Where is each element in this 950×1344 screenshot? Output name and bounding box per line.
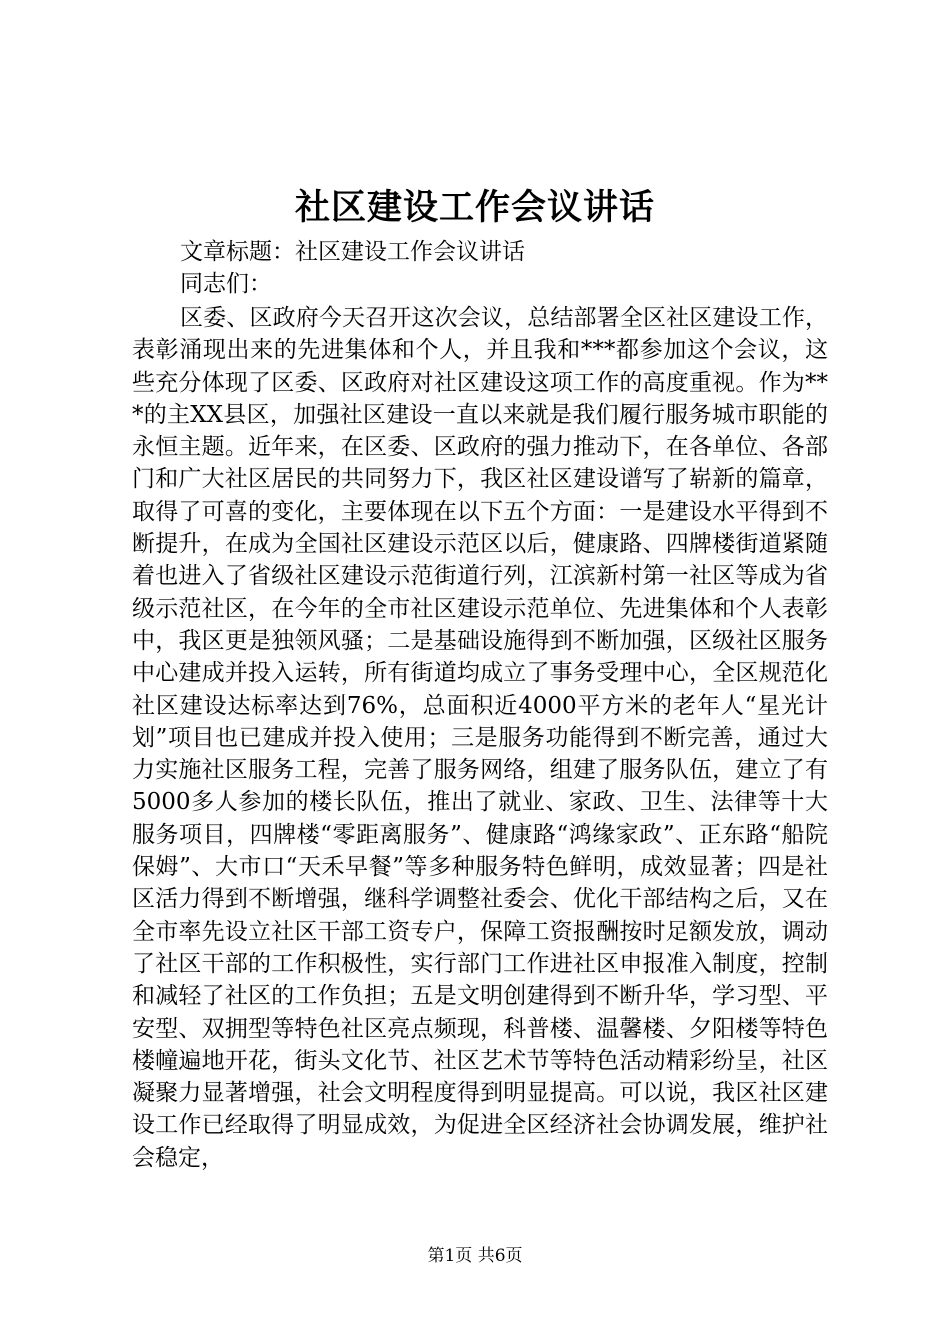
salutation: 同志们： [180,271,272,297]
article-title-label: 文章标题：社区建设工作会议讲话 [180,239,525,265]
body-paragraph: 区委、区政府今天召开这次会议，总结部署全区社区建设工作，表彰涌现出来的先进集体和个人，并且我和***都参加这个会议，这些充分体现了区委、区政府对社区建设这项工作的高度重视。作为***的主XX县区，加强社区建设一直以来就是我们履行服务城市职能的永恒主题。近年来，在区委、区政府的强力推动下，在各单位、各部门和广大社区居民的共同努力下，我区社区建设谱写了崭新的篇章，取得了可喜的变化，主要体现在以下五个方面：一是建设水平得到不断提升，在成为全国社区建设示范区以后，健康路、四牌楼街道紧随着也进入了省级社区建设示范街道行列，江滨新村第一社区等成为省级示范社区，在今年的全市社区建设示范单位、先进集体和个人表彰中，我区更是独领风骚；二是基础设施得到不断加强，区级社区服务中心建成并投入运转，所有街道均成立了事务受理中心，全区规范化社区建设达标率达到76%，总面积近4000平方米的老年人“星光计划”项目也已建成并投入使用；三是服务功能得到不断完善，通过大力实施社区服务工程，完善了服务网络，组建了服务队伍，建立了有5000多人参加的楼长队伍，推出了就业、家政、卫生、法律等十大服务项目，四牌楼“零距离服务”、健康路“鸿缘家政”、正东路“船院保姆”、大市口“天禾早餐”等多种服务特色鲜明，成效显著；四是社区活力得到不断增强，继科学调整社委会、优化干部结构之后，又在全市率先设立社区干部工资专户，保障工资报酬按时足额发放，调动了社区干部的工作积极性，实行部门工作进社区申报准入制度，控制和减轻了社区的工作负担；五是文明创建得到不断升华，学习型、平安型、双拥型等特色社区亮点频现，科普楼、温馨楼、夕阳楼等特色楼幢遍地开花，街头文化节、社区艺术节等特色活动精彩纷呈，社区凝聚力显著增强，社会文明程度得到明显提高。可以说，我区社区建设工作已经取得了明显成效，为促进全区经济社会协调发展，维护社会稳定， [132,305,828,1171]
page-footer: 第1页 共6页 [427,1246,523,1266]
document-title: 社区建设工作会议讲话 [294,187,655,228]
